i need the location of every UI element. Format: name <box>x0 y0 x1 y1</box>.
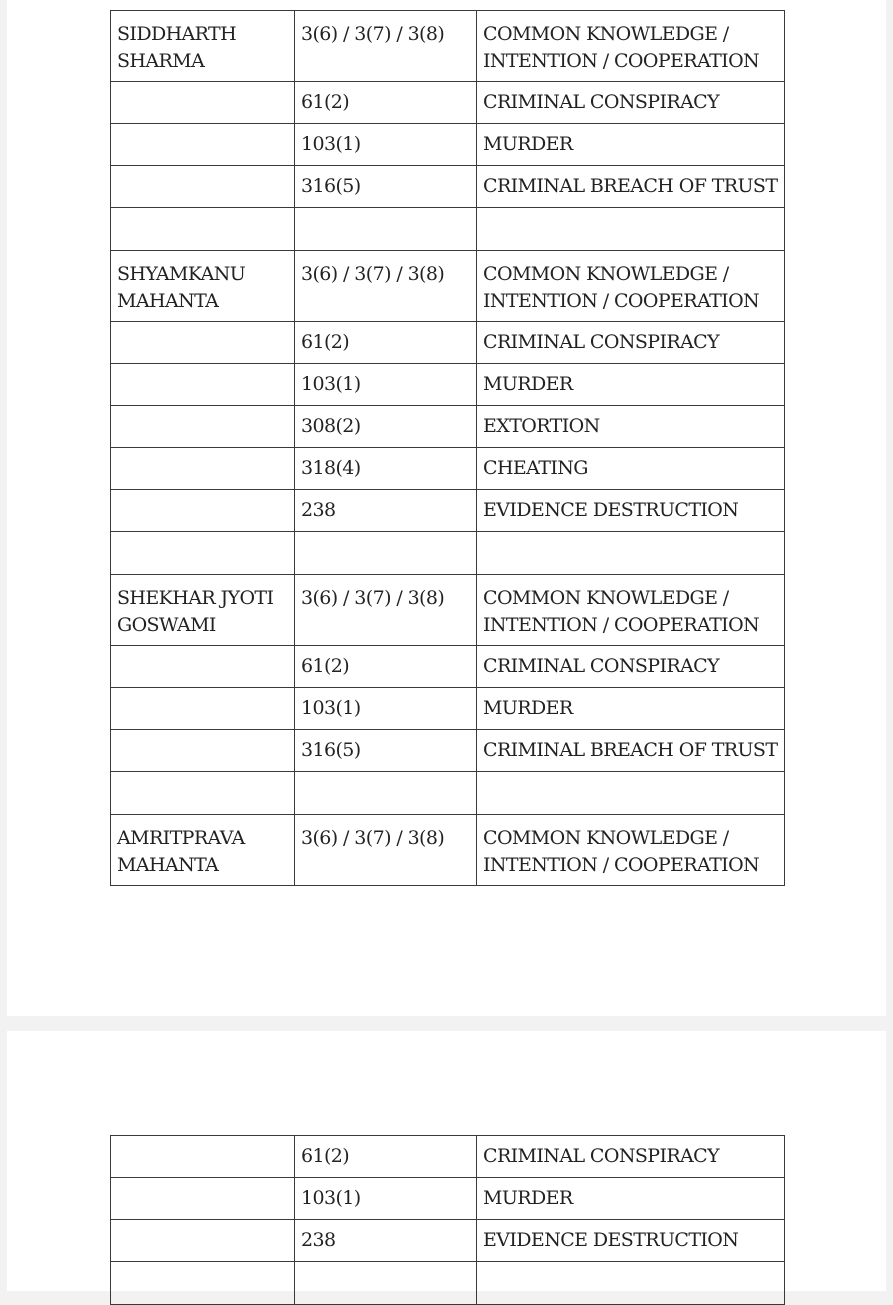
accused-name-line: MAHANTA <box>117 854 219 876</box>
table-row <box>111 322 785 364</box>
accused-name-cell <box>111 1220 295 1262</box>
document-page-2 <box>7 1031 886 1291</box>
accused-name-cell <box>111 1136 295 1178</box>
offence-cell <box>477 1136 785 1178</box>
offence-line: CRIMINAL CONSPIRACY <box>483 1145 720 1167</box>
table-row <box>111 646 785 688</box>
section-number: 316(5) <box>301 739 361 761</box>
offence-cell <box>477 575 785 646</box>
accused-name-line: SIDDHARTH <box>117 23 237 45</box>
offence-cell <box>477 251 785 322</box>
offence-cell <box>477 166 785 208</box>
accused-name-cell <box>111 406 295 448</box>
accused-name-line: SHYAMKANU <box>117 263 246 285</box>
accused-name-cell <box>111 364 295 406</box>
accused-cell <box>111 532 295 575</box>
accused-name-cell <box>111 815 295 886</box>
offence-line: EVIDENCE DESTRUCTION <box>483 1229 739 1251</box>
section-number: 3(6) / 3(7) / 3(8) <box>301 263 445 285</box>
section-number: 103(1) <box>301 1187 361 1209</box>
table-row <box>111 166 785 208</box>
document-page-1 <box>7 0 886 1016</box>
section-number: 103(1) <box>301 697 361 719</box>
accused-name-cell <box>111 124 295 166</box>
table-row <box>111 1220 785 1262</box>
accused-name-cell <box>111 1178 295 1220</box>
section-cell <box>295 1178 477 1220</box>
table-row <box>111 11 785 82</box>
offence-cell <box>477 772 785 815</box>
section-cell <box>295 646 477 688</box>
section-cell <box>295 815 477 886</box>
offence-cell <box>477 406 785 448</box>
accused-name-cell <box>111 251 295 322</box>
offence-cell <box>477 1178 785 1220</box>
section-number: 238 <box>301 1229 336 1251</box>
offence-line: CHEATING <box>483 457 588 479</box>
separator-row <box>111 772 785 815</box>
table-row <box>111 688 785 730</box>
offence-cell <box>477 815 785 886</box>
offence-line: CRIMINAL CONSPIRACY <box>483 331 720 353</box>
section-cell <box>295 730 477 772</box>
offence-line: EXTORTION <box>483 415 600 437</box>
offence-line: CRIMINAL BREACH OF TRUST <box>483 175 778 197</box>
accused-name-cell <box>111 82 295 124</box>
section-number: 238 <box>301 499 336 521</box>
offence-line: CRIMINAL BREACH OF TRUST <box>483 739 778 761</box>
table-row <box>111 448 785 490</box>
offence-cell <box>477 1220 785 1262</box>
section-cell <box>295 688 477 730</box>
accused-name-line: SHEKHAR JYOTI <box>117 587 274 609</box>
offence-line: COMMON KNOWLEDGE / <box>483 827 729 849</box>
section-cell <box>295 532 477 575</box>
section-number: 3(6) / 3(7) / 3(8) <box>301 587 445 609</box>
accused-name-cell <box>111 448 295 490</box>
table-row <box>111 1178 785 1220</box>
section-cell <box>295 772 477 815</box>
section-number: 316(5) <box>301 175 361 197</box>
section-number: 3(6) / 3(7) / 3(8) <box>301 827 445 849</box>
table-row <box>111 364 785 406</box>
section-cell <box>295 11 477 82</box>
section-cell <box>295 124 477 166</box>
separator-row <box>111 208 785 251</box>
offence-line: MURDER <box>483 133 573 155</box>
section-cell <box>295 1262 477 1305</box>
accused-name-cell <box>111 730 295 772</box>
offence-line: CRIMINAL CONSPIRACY <box>483 91 720 113</box>
offence-cell <box>477 730 785 772</box>
table-row <box>111 124 785 166</box>
offence-cell <box>477 11 785 82</box>
table-row <box>111 1136 785 1178</box>
accused-name-cell <box>111 166 295 208</box>
offence-cell <box>477 124 785 166</box>
section-cell <box>295 166 477 208</box>
offence-line: COMMON KNOWLEDGE / <box>483 23 729 45</box>
accused-name-line: MAHANTA <box>117 290 219 312</box>
offence-cell <box>477 364 785 406</box>
section-number: 61(2) <box>301 1145 350 1167</box>
table-row <box>111 406 785 448</box>
offence-cell <box>477 646 785 688</box>
section-cell <box>295 251 477 322</box>
offence-line: INTENTION / COOPERATION <box>483 50 760 72</box>
offence-cell <box>477 322 785 364</box>
section-cell <box>295 82 477 124</box>
offence-cell <box>477 1262 785 1305</box>
offence-cell <box>477 82 785 124</box>
table-row <box>111 815 785 886</box>
offence-line: COMMON KNOWLEDGE / <box>483 587 729 609</box>
accused-name-cell <box>111 490 295 532</box>
section-cell <box>295 1136 477 1178</box>
table-row <box>111 575 785 646</box>
offence-line: EVIDENCE DESTRUCTION <box>483 499 739 521</box>
section-cell <box>295 448 477 490</box>
accused-name-cell <box>111 322 295 364</box>
section-number: 61(2) <box>301 331 350 353</box>
accused-name-cell <box>111 11 295 82</box>
table-row <box>111 251 785 322</box>
charges-table <box>110 10 785 886</box>
offence-line: MURDER <box>483 373 573 395</box>
section-number: 103(1) <box>301 133 361 155</box>
section-number: 61(2) <box>301 91 350 113</box>
section-cell <box>295 364 477 406</box>
section-number: 3(6) / 3(7) / 3(8) <box>301 23 445 45</box>
section-number: 103(1) <box>301 373 361 395</box>
section-number: 308(2) <box>301 415 361 437</box>
offence-cell <box>477 490 785 532</box>
offence-cell <box>477 208 785 251</box>
table-row <box>111 82 785 124</box>
section-cell <box>295 406 477 448</box>
offence-line: INTENTION / COOPERATION <box>483 854 760 876</box>
section-number: 61(2) <box>301 655 350 677</box>
offence-line: COMMON KNOWLEDGE / <box>483 263 729 285</box>
section-cell <box>295 575 477 646</box>
accused-name-cell <box>111 575 295 646</box>
separator-row <box>111 532 785 575</box>
accused-cell <box>111 772 295 815</box>
section-cell <box>295 1220 477 1262</box>
offence-line: MURDER <box>483 1187 573 1209</box>
separator-row <box>111 1262 785 1305</box>
section-cell <box>295 208 477 251</box>
offence-line: MURDER <box>483 697 573 719</box>
section-cell <box>295 490 477 532</box>
accused-cell <box>111 1262 295 1305</box>
offence-cell <box>477 688 785 730</box>
offence-cell <box>477 448 785 490</box>
offence-line: INTENTION / COOPERATION <box>483 290 760 312</box>
accused-name-cell <box>111 646 295 688</box>
table-row <box>111 490 785 532</box>
accused-name-line: AMRITPRAVA <box>117 827 245 849</box>
accused-cell <box>111 208 295 251</box>
accused-name-line: GOSWAMI <box>117 614 216 636</box>
offence-line: INTENTION / COOPERATION <box>483 614 760 636</box>
offence-cell <box>477 532 785 575</box>
offence-line: CRIMINAL CONSPIRACY <box>483 655 720 677</box>
section-cell <box>295 322 477 364</box>
section-number: 318(4) <box>301 457 361 479</box>
table-row <box>111 730 785 772</box>
accused-name-line: SHARMA <box>117 50 205 72</box>
accused-name-cell <box>111 688 295 730</box>
